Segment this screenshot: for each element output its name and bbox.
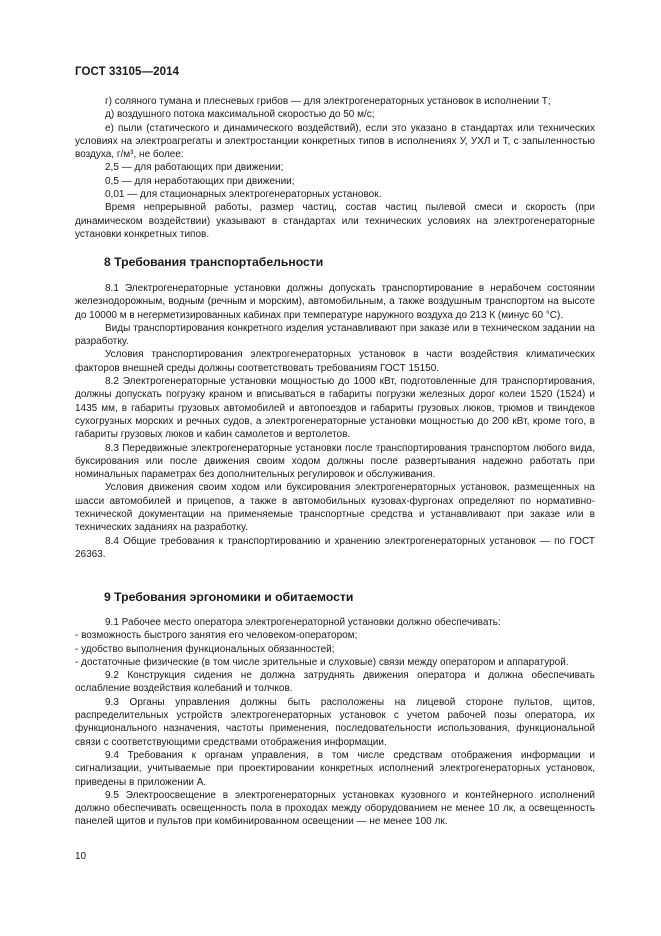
dust-limit-moving: 2,5 — для работающих при движении;: [105, 162, 284, 174]
paragraph-8-3: 8.3 Передвижные электрогенераторные установки после транспортирования транспортом любого вида, буксирования или после движения своим ходом должны после развертывания надежно работать при номинальных параметрах без дополнительных регулировок и обслуживания.: [75, 442, 595, 481]
page-number: 10: [75, 851, 87, 862]
list-item-d: д) воздушного потока максимальной скоростью до 50 м/с;: [105, 109, 375, 121]
section-9-body: [75, 616, 595, 829]
paragraph-8-2: 8.2 Электрогенераторные установки мощностью до 1000 кВт, подготовленные для транспортирования, должны допускать погрузку краном и вписываться в габариты погрузки железных дорог колеи 1520 (1524) и 1435 мм, в габариты грузовых автомобилей и автопоездов и габариты грузовых люков, трюмов и твиндеков сухогрузных морских и речных судов, а электрогенераторные установки мощностью до 200 кВт, кроме того, в габариты грузовых люков и кабин самолетов и вертолетов.: [75, 376, 595, 441]
paragraph-transport-climate: Условия транспортирования электрогенераторных установок в части воздействия климатических факторов внешней среды должны соответствовать требованиям ГОСТ 15150.: [75, 349, 595, 374]
list-item-quick-access: - возможность быстрого занятия его человеком-оператором;: [75, 630, 358, 642]
list-item-g: г) соляного тумана и плесневых грибов — для электрогенераторных установок в исполнении Т;: [105, 96, 551, 107]
paragraph-9-1: 9.1 Рабочее место оператора электрогенераторной установки должно обеспечивать:: [105, 617, 501, 628]
paragraph-8-1: 8.1 Электрогенераторные установки должны допускать транспортирование в нерабочем состоянии железнодорожным, водным (речным и морским), автомобильным, а также воздушным транспортом на высоте до 10000 м в негерметизированных кабинах при температуре наружного воздуха до 213 К (минус 60 °С).: [75, 283, 595, 321]
dust-limit-stationary: 0,01 — для стационарных электрогенераторных установок.: [105, 189, 382, 201]
list-item-e: е) пыли (статического и динамического воздействий), если это указано в стандартах или технических условиях на электроагрегаты и электростанции конкретных типов в исполнениях У, УХЛ и Т, с запыленностью воздуха, г/м³, не более:: [75, 122, 595, 161]
standard-header: ГОСТ 33105—2014: [75, 66, 180, 78]
dust-limit-idle: 0,5 — для неработающих при движении;: [105, 175, 295, 187]
paragraph-operation-time: Время непрерывной работы, размер частиц, состав частиц пылевой смеси и скорость (при динамическом воздействии) указывают в стандартах или технических условиях на электрогенераторные установки конкретных типов.: [75, 202, 595, 240]
paragraph-8-4: 8.4 Общие требования к транспортированию и хранению электрогенераторных установок — по ГОСТ 26363.: [75, 535, 595, 560]
paragraph-9-4: 9.4 Требования к органам управления, в том числе средствам отображения информации и сигнализации, учитываемые при проектировании конкретных исполнений электрогенераторных установок, приведены в приложении А.: [75, 749, 595, 788]
climate-conditions-list: [75, 95, 595, 241]
paragraph-transport-types: Виды транспортирования конкретного изделия устанавливают при заказе или в техническом задании на разработку.: [75, 322, 595, 348]
paragraph-towing-conditions: Условия движения своим ходом или буксирования электрогенераторных установок, размещенных на шасси автомобилей и прицепов, а также в автомобильных кузовах-фургонах определяют по нормативно-технической документации на применяемые транспортные средства и устанавливают при заказе или в технических заданиях на разработку.: [75, 482, 595, 534]
section-9-title: 9 Требования эргономики и обитаемости: [104, 590, 354, 604]
list-item-convenience: - удобство выполнения функциональных обязанностей;: [75, 643, 335, 655]
paragraph-9-5: 9.5 Электроосвещение в электрогенераторных установках кузовного и контейнерного исполнений должно обеспечивать освещенность пола в проходах между оборудованием не менее 10 лк, а освещенность панелей щитов и пультов при комбинированном освещении — не менее 100 лк.: [75, 789, 595, 828]
list-item-physical-links: - достаточные физические (в том числе зрительные и слуховые) связи между оператором и аппаратурой.: [75, 656, 569, 668]
paragraph-9-2: 9.2 Конструкция сидения не должна затруднять движения оператора и должна обеспечивать ослабление воздействия колебаний и толчков.: [75, 670, 595, 695]
section-8-title: 8 Требования транспортабельности: [104, 255, 324, 269]
section-8-body: [75, 282, 595, 561]
paragraph-9-3: 9.3 Органы управления должны быть расположены на лицевой стороне пультов, щитов, распределительных устройств электрогенераторных установок с учетом рабочей позы оператора, их функционального назначения, частоты применения, последовательности использования, функциональной связи с соответствующими средствами отображения информации.: [75, 696, 595, 748]
